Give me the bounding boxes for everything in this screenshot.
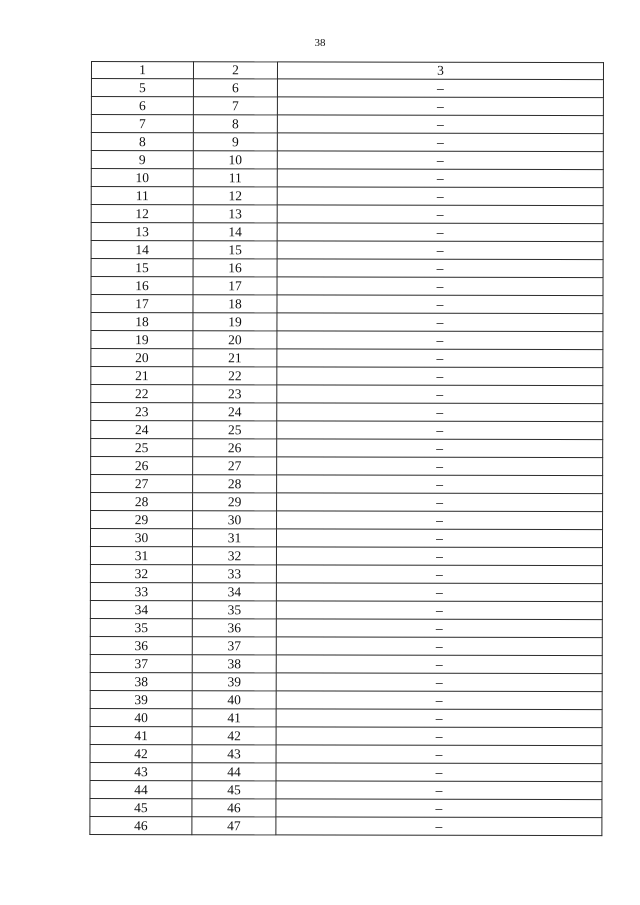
table-cell-col-2: 19: [193, 313, 277, 331]
table-cell-col-1: 18: [91, 313, 193, 331]
table-cell-col-1: 29: [91, 511, 193, 529]
table-cell-col-3: –: [277, 367, 603, 386]
table-cell-col-2: 15: [193, 241, 277, 259]
table-cell-col-3: –: [277, 169, 603, 188]
table-cell-col-3: –: [276, 691, 602, 710]
table-row: [90, 672, 602, 691]
table-cell-col-1: 28: [91, 493, 193, 511]
table-row: [91, 259, 603, 278]
table-cell-col-1: 25: [91, 439, 193, 457]
table-row: [91, 241, 603, 260]
table-cell-col-2: 40: [192, 691, 276, 709]
table-row: [91, 115, 603, 134]
table-cell-col-1: 23: [91, 403, 193, 421]
table-cell-col-1: 7: [91, 115, 193, 133]
table-cell-col-2: 27: [193, 457, 277, 475]
table-cell-col-2: 21: [193, 349, 277, 367]
table-cell-col-2: 29: [193, 493, 277, 511]
table-cell-col-2: 34: [192, 583, 276, 601]
table-body: [90, 62, 604, 836]
table-row: [90, 726, 602, 745]
table-cell-col-3: –: [277, 439, 603, 458]
table-cell-col-1: 34: [90, 600, 192, 618]
table-cell-col-1: 39: [90, 690, 192, 708]
table-cell-col-1: 42: [90, 744, 192, 762]
table-cell-col-1: 43: [90, 762, 192, 780]
table-row: [90, 564, 602, 583]
table-cell-col-2: 46: [192, 799, 276, 817]
table-cell-col-1: 41: [90, 726, 192, 744]
table-cell-col-2: 24: [193, 403, 277, 421]
table-cell-col-1: 30: [90, 529, 192, 547]
table-cell-col-3: –: [276, 601, 602, 620]
table-cell-col-3: –: [277, 421, 603, 440]
table-cell-col-2: 9: [193, 133, 277, 151]
table-cell-col-1: 24: [91, 421, 193, 439]
table-cell-col-1: 6: [91, 97, 193, 115]
table-cell-col-3: –: [276, 727, 602, 746]
table-cell-col-3: –: [277, 403, 603, 422]
table-cell-col-3: –: [277, 331, 603, 350]
table-cell-col-1: 10: [91, 169, 193, 187]
table-row: [91, 187, 603, 206]
table-cell-col-2: 31: [192, 529, 276, 547]
table-cell-col-2: 25: [193, 421, 277, 439]
table-row: [91, 169, 603, 188]
table-cell-col-3: –: [277, 187, 603, 206]
table-cell-col-1: 16: [91, 277, 193, 295]
table-row: [90, 690, 602, 709]
data-table: [89, 61, 604, 836]
table-row: [90, 762, 602, 781]
table-cell-col-2: 10: [193, 151, 277, 169]
table-cell-col-1: 5: [91, 79, 193, 97]
table-cell-col-1: 19: [91, 331, 193, 349]
table-row: [90, 654, 602, 673]
table-row: [91, 493, 603, 512]
table-row: [90, 780, 602, 799]
table-cell-col-3: –: [277, 475, 603, 494]
table-cell-col-2: 37: [192, 637, 276, 655]
table-cell-col-3: –: [277, 259, 603, 278]
table-cell-col-3: –: [277, 295, 603, 314]
table-cell-col-3: –: [277, 151, 603, 170]
table-cell-col-3: –: [276, 673, 602, 692]
table-cell-col-2: 36: [192, 619, 276, 637]
table-cell-col-3: –: [277, 457, 603, 476]
page-number: 38: [314, 37, 326, 49]
table-cell-col-3: –: [276, 529, 602, 548]
table-cell-col-2: 28: [193, 475, 277, 493]
table-cell-col-3: –: [277, 277, 603, 296]
table-cell-col-2: 14: [193, 223, 277, 241]
table-row: [91, 151, 603, 170]
table-cell-col-3: –: [277, 223, 603, 242]
table-cell-col-3: –: [277, 313, 603, 332]
table-cell-col-1: 45: [90, 798, 192, 816]
table-cell-col-1: 26: [91, 457, 193, 475]
table-cell-col-2: 12: [193, 187, 277, 205]
table-cell-col-2: 13: [193, 205, 277, 223]
table-cell-col-2: 26: [193, 439, 277, 457]
table-row: [91, 313, 603, 332]
table-row: [90, 547, 602, 566]
table-cell-col-2: 17: [193, 277, 277, 295]
table-row: [91, 421, 603, 440]
table-cell-col-3: –: [276, 565, 602, 584]
table-cell-col-1: 8: [91, 133, 193, 151]
table-row: [91, 349, 603, 368]
table-row: [91, 277, 603, 296]
table-row: [90, 529, 602, 548]
table-cell-col-3: –: [277, 493, 603, 512]
table-cell-col-3: –: [276, 637, 602, 656]
table-cell-col-1: 35: [90, 618, 192, 636]
table-cell-col-2: 22: [193, 367, 277, 385]
table-cell-col-2: 18: [193, 295, 277, 313]
table-cell-col-2: 16: [193, 259, 277, 277]
table-cell-col-3: –: [277, 241, 603, 260]
table-cell-col-2: 44: [192, 763, 276, 781]
table-row: [90, 582, 602, 601]
table-cell-col-3: –: [276, 763, 602, 782]
table-cell-col-2: 23: [193, 385, 277, 403]
table-cell-col-2: 38: [192, 655, 276, 673]
table-cell-col-3: –: [277, 349, 603, 368]
table-row: [90, 636, 602, 655]
table-cell-col-1: 11: [91, 187, 193, 205]
table-cell-col-2: 43: [192, 745, 276, 763]
table-cell-col-1: 40: [90, 708, 192, 726]
table-row: [90, 618, 602, 637]
table-cell-col-3: –: [277, 115, 603, 134]
table-cell-col-1: 14: [91, 241, 193, 259]
table-cell-col-2: 47: [192, 817, 276, 835]
table-row: [91, 511, 603, 530]
table-cell-col-3: –: [276, 709, 602, 728]
table-row: [91, 439, 603, 458]
column-header-1: 1: [91, 62, 193, 79]
table-cell-col-2: 35: [192, 601, 276, 619]
table-cell-col-1: 44: [90, 780, 192, 798]
table-cell-col-1: 36: [90, 636, 192, 654]
table-cell-col-3: –: [276, 619, 602, 638]
table-row: [91, 79, 603, 98]
table-cell-col-1: 33: [90, 582, 192, 600]
table-cell-col-2: 30: [193, 511, 277, 529]
table-cell-col-2: 8: [193, 115, 277, 133]
table-cell-col-3: –: [277, 205, 603, 224]
table-cell-col-3: –: [276, 817, 602, 836]
table-cell-col-1: 46: [90, 816, 192, 834]
table-cell-col-1: 20: [91, 349, 193, 367]
table-cell-col-1: 9: [91, 151, 193, 169]
table-row: [91, 223, 603, 242]
table-row: [91, 295, 603, 314]
table-row: [91, 457, 603, 476]
table-cell-col-3: –: [277, 511, 603, 530]
table-row: [91, 403, 603, 422]
table-row: [91, 331, 603, 350]
table-row: [91, 367, 603, 386]
table-row: [90, 798, 602, 817]
table-cell-col-3: –: [277, 133, 603, 152]
table-row: [91, 475, 603, 494]
table-cell-col-3: –: [277, 79, 603, 98]
table-cell-col-1: 12: [91, 205, 193, 223]
column-header-2: 2: [193, 62, 277, 79]
table-row: [90, 744, 602, 763]
table-cell-col-2: 33: [192, 565, 276, 583]
table-cell-col-1: 27: [91, 475, 193, 493]
table-cell-col-2: 42: [192, 727, 276, 745]
table-cell-col-3: –: [276, 799, 602, 818]
table-row: [91, 385, 603, 404]
table-cell-col-3: –: [276, 583, 602, 602]
table-cell-col-3: –: [277, 385, 603, 404]
table-cell-col-1: 32: [90, 564, 192, 582]
table-cell-col-1: 17: [91, 295, 193, 313]
table-cell-col-2: 32: [192, 547, 276, 565]
table-cell-col-3: –: [276, 781, 602, 800]
table-cell-col-2: 45: [192, 781, 276, 799]
table-cell-col-3: –: [276, 547, 602, 566]
table-cell-col-3: –: [277, 97, 603, 116]
table-cell-col-1: 38: [90, 672, 192, 690]
table-cell-col-2: 20: [193, 331, 277, 349]
table-cell-col-1: 13: [91, 223, 193, 241]
table-row: [91, 133, 603, 152]
table-cell-col-1: 21: [91, 367, 193, 385]
table-row: [90, 600, 602, 619]
table-cell-col-1: 31: [90, 547, 192, 565]
table-cell-col-2: 41: [192, 709, 276, 727]
table-cell-col-3: –: [276, 745, 602, 764]
table-cell-col-2: 11: [193, 169, 277, 187]
table-header-row: [91, 62, 603, 80]
column-header-3: 3: [277, 62, 603, 80]
table-row: [90, 816, 602, 835]
table-cell-col-2: 7: [193, 97, 277, 115]
table-row: [91, 97, 603, 116]
table-cell-col-2: 6: [193, 79, 277, 97]
table-cell-col-1: 37: [90, 654, 192, 672]
table-cell-col-1: 22: [91, 385, 193, 403]
table-row: [91, 205, 603, 224]
table-cell-col-3: –: [276, 655, 602, 674]
table-row: [90, 708, 602, 727]
table-cell-col-1: 15: [91, 259, 193, 277]
table-cell-col-2: 39: [192, 673, 276, 691]
